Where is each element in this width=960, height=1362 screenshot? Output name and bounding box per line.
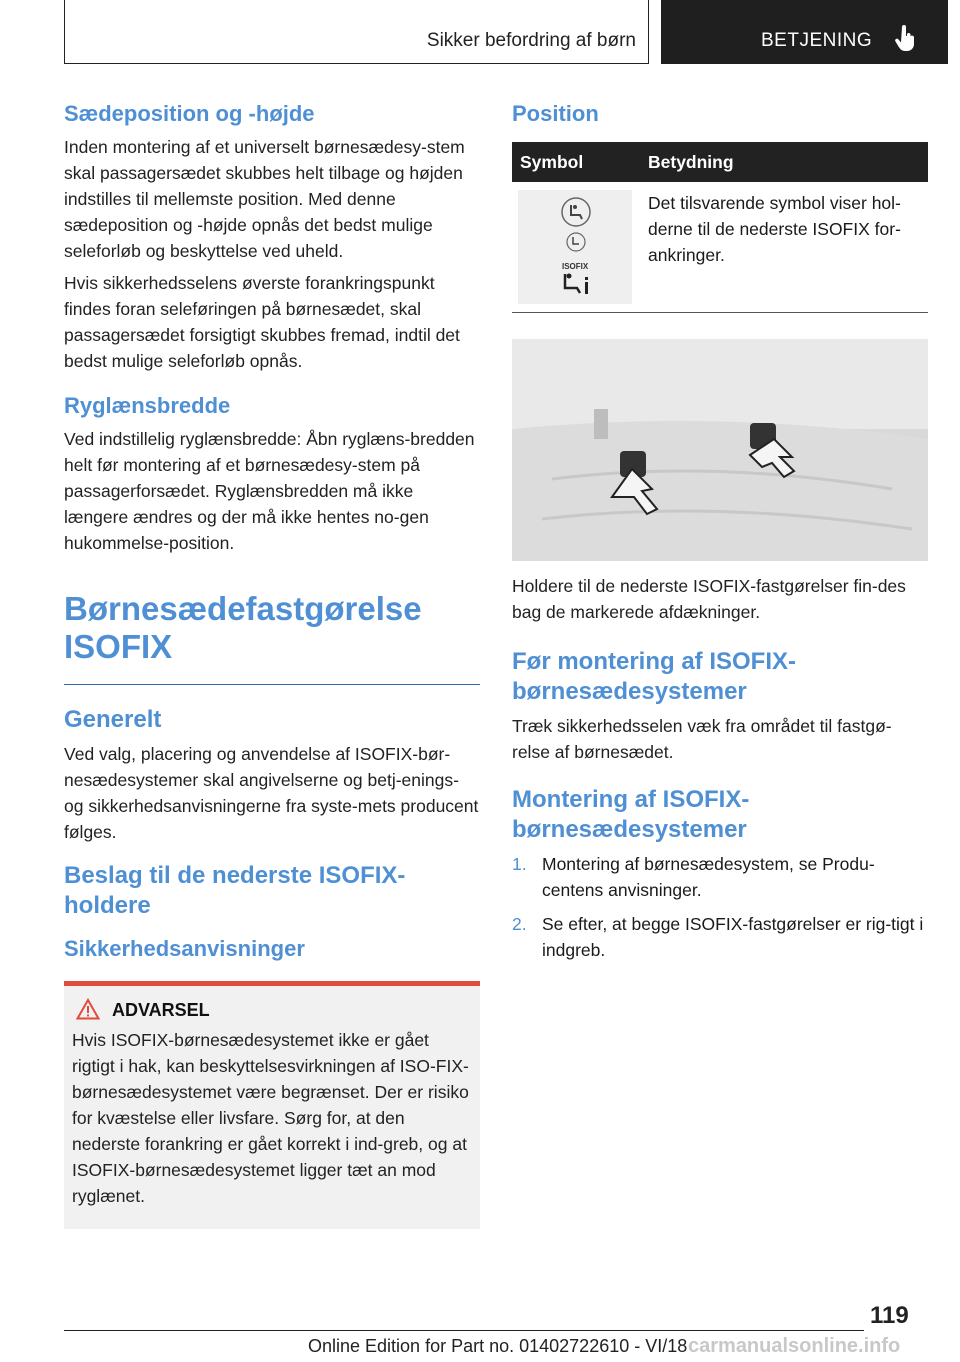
divider-blue	[64, 684, 480, 685]
heading-foer-montering: Før montering af ISOFIX-børnesædesystemer	[512, 648, 797, 705]
heading-isofix: Børnesædefastgørelse ISOFIX	[64, 590, 422, 665]
list-item	[512, 911, 928, 963]
heading-beslag: Beslag til de nederste ISOFIX-holdere	[64, 862, 406, 919]
page-number: 119	[870, 1302, 909, 1329]
paragraph-saedeposition-2: Hvis sikkerhedsselens øverste forankringspunkt findes foran seleføringen på børnesædet, skal passagersædet forsigtigt skubbes fremad, indtil det bedst mulige seleforløb opnås.	[64, 273, 460, 371]
footer-divider	[64, 1330, 864, 1331]
warning-title: ADVARSEL	[112, 1000, 210, 1020]
symbol-table	[512, 142, 928, 313]
heading-sikkerhedsanvisninger: Sikkerhedsanvisninger	[64, 936, 305, 961]
montering-steps	[512, 851, 928, 963]
warning-triangle-icon	[76, 998, 100, 1020]
warning-text: Hvis ISOFIX-børnesædesystemet ikke er gået rigtigt i hak, kan beskyttelsesvirkningen af ISO-FIX-børnesædesystemet være begrænset. Der er risiko for kvæstelse eller livsfare. Sørg for, at den nederste forankring er gået korrekt i ind-greb, og at ISOFIX-børnesædesystemet ligger tæt an mod ryglænet.	[72, 1030, 469, 1206]
paragraph-saedeposition-1: Inden montering af et universelt børnesædesy-stem skal passagersædet skubbes helt tilbage og højden indstilles til mellemste position. Med denne sædeposition og -højde opnås det bedst mulige seleforløb og beskyttelse ved uheld.	[64, 137, 465, 261]
heading-position: Position	[512, 101, 599, 126]
header-chapter-title: BETJENING	[761, 30, 873, 51]
footer-watermark: carmanualsonline.info	[688, 1335, 901, 1357]
isofix-symbol-label: ISOFIX	[562, 262, 589, 271]
step-number: 2.	[512, 914, 527, 934]
heading-ryglaensbredde: Ryglænsbredde	[64, 393, 231, 418]
right-column	[512, 100, 928, 971]
table-header-symbol: Symbol	[512, 142, 640, 182]
warning-box	[64, 981, 480, 1229]
table-header-meaning: Betydning	[640, 142, 928, 182]
header-section-title: Sikker befordring af børn	[426, 30, 636, 51]
list-item	[512, 851, 928, 903]
warning-title-row	[112, 1000, 472, 1021]
step-text: Se efter, at begge ISOFIX-fastgørelser er rig-tigt i indgreb.	[542, 914, 924, 960]
header-chapter-box	[661, 0, 948, 64]
isofix-photo	[512, 339, 928, 561]
isofix-seat-illustration	[512, 339, 928, 561]
paragraph-ryglaensbredde: Ved indstillelig ryglænsbredde: Åbn ryglæns-bredden helt før montering af et børnesædesy-stem på passagerforsædet. Ryglænsbredden må ikke længere ændres og der må ikke hentes no-gen hukommelse-position.	[64, 429, 475, 553]
heading-generelt: Generelt	[64, 706, 162, 733]
paragraph-foer-montering: Træk sikkerhedsselen væk fra området til fastgø-relse af børnesædet.	[512, 716, 892, 762]
step-text: Montering af børnesædesystem, se Produ-centens anvisninger.	[542, 854, 875, 900]
photo-caption: Holdere til de nederste ISOFIX-fastgørelser fin-des bag de markerede afdækninger.	[512, 576, 906, 622]
header-section-box	[64, 0, 649, 64]
left-column	[64, 100, 480, 1229]
table-row	[512, 182, 928, 313]
paragraph-generelt: Ved valg, placering og anvendelse af ISOFIX-bør-nesædesystemer skal angivelserne og betj-enings- og sikkerhedsanvisningerne fra syste-mets producent følges.	[64, 744, 479, 842]
step-number: 1.	[512, 854, 527, 874]
symbol-image-box	[518, 190, 632, 304]
hand-pointer-icon	[895, 25, 917, 51]
table-cell-meaning: Det tilsvarende symbol viser hol-derne til de nederste ISOFIX for-ankringer.	[640, 182, 928, 313]
heading-montering: Montering af ISOFIX-børnesædesystemer	[512, 786, 750, 843]
table-cell-symbol	[512, 182, 640, 313]
footer-edition: Online Edition for Part no. 01402722610 - VI/18	[308, 1336, 688, 1356]
child-seat-info-icon	[560, 268, 592, 298]
child-seat-icon	[560, 196, 592, 228]
isofix-icon	[564, 232, 588, 252]
heading-saedeposition: Sædeposition og -højde	[64, 101, 315, 126]
